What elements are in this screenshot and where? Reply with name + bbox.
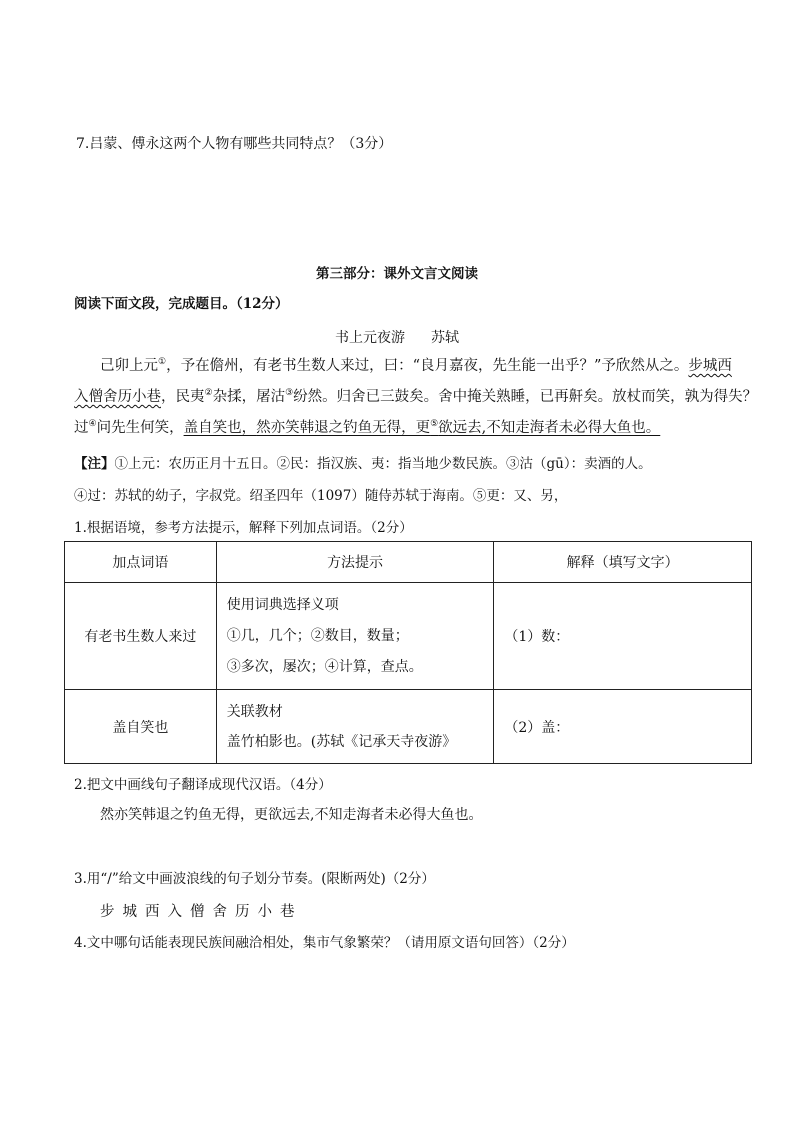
question-7: 7.吕蒙、傅永这两个人物有哪些共同特点？（3分） bbox=[76, 136, 393, 152]
underlined-text: 盖自笑也， bbox=[183, 420, 257, 436]
table-header: 方法提示 bbox=[216, 542, 494, 583]
passage-text: ，民夷 bbox=[161, 389, 205, 405]
tip-line: ③多次，屡次；④计算，查点。 bbox=[226, 658, 423, 675]
vocab-table bbox=[64, 541, 752, 764]
table-cell-tips bbox=[216, 583, 494, 690]
table-cell-tips bbox=[216, 690, 494, 764]
passage-title: 书上元夜游 bbox=[335, 330, 405, 346]
table-header: 解释（填写文字） bbox=[494, 542, 752, 583]
table-header: 加点词语 bbox=[65, 542, 217, 583]
footnote-marker: ⑤ bbox=[430, 419, 439, 430]
notes-line-2: ④过：苏轼的幼子，字叔党。绍圣四年（1097）随侍苏轼于海南。⑤更：又、另， bbox=[74, 488, 568, 504]
underlined-text: 然亦笑韩退之钓鱼无得，更 bbox=[256, 420, 431, 436]
table-header-row bbox=[65, 542, 752, 583]
wavy-underlined-text: 步城西 bbox=[688, 358, 732, 374]
notes-line-1 bbox=[74, 452, 652, 472]
passage-line-1 bbox=[100, 356, 732, 376]
underlined-text: 欲远去,不知走海者未必得大鱼也。 bbox=[438, 420, 661, 436]
translation-sentence: 然亦笑韩退之钓鱼无得，更欲远去,不知走海者未必得大鱼也。 bbox=[100, 807, 483, 823]
passage-text: 过 bbox=[74, 420, 89, 436]
table-row bbox=[65, 690, 752, 764]
passage-text: 问先生何笑， bbox=[96, 420, 184, 436]
footnote-marker: ④ bbox=[88, 419, 97, 430]
table-cell-answer[interactable]: （2）盖： bbox=[494, 690, 752, 764]
question-3: 3.用“/”给文中画波浪线的句子划分节奏。(限断两处)（2分） bbox=[74, 871, 435, 887]
table-cell-answer[interactable]: （1）数： bbox=[494, 583, 752, 690]
passage-heading bbox=[0, 327, 794, 347]
passage-line-3 bbox=[74, 418, 660, 438]
footnote-marker: ① bbox=[158, 357, 167, 368]
section-title: 第三部分：课外文言文阅读 bbox=[316, 266, 478, 282]
notes-text: ①上元：农历正月十五日。②民：指汉族、夷：指当地少数民族。③沽（gū）：卖酒的人。 bbox=[114, 456, 652, 472]
question-2: 2.把文中画线句子翻译成现代汉语。（4分） bbox=[74, 777, 332, 793]
section-instruction: 阅读下面文段，完成题目。（12分） bbox=[74, 296, 289, 312]
passage-line-2 bbox=[74, 387, 757, 407]
passage-text: 杂揉，屠沽 bbox=[212, 389, 286, 405]
question-4: 4.文中哪句话能表现民族间融洽相处，集市气象繁荣？（请用原文语句回答）（2分） bbox=[74, 935, 575, 951]
footnote-marker: ② bbox=[204, 388, 213, 399]
passage-text: ，予在儋州，有老书生数人来过，曰：“良月嘉夜，先生能一出乎？”予欣然从之。 bbox=[166, 358, 689, 374]
table-cell-word: 盖自笑也 bbox=[65, 690, 217, 764]
tip-line: 关联教材 bbox=[226, 703, 283, 720]
rhythm-sentence: 步城西入僧舍历小巷 bbox=[100, 904, 303, 920]
passage-author: 苏轼 bbox=[431, 330, 459, 346]
table-row bbox=[65, 583, 752, 690]
question-1: 1.根据语境，参考方法提示，解释下列加点词语。（2分） bbox=[74, 520, 413, 536]
wavy-underlined-text: 入僧舍历小巷 bbox=[74, 389, 161, 405]
footnote-marker: ③ bbox=[285, 388, 294, 399]
tip-line: 盖竹柏影也。(苏轼《记承天寺夜游》 bbox=[226, 733, 457, 750]
tip-line: ①几，几个；②数目，数量； bbox=[226, 627, 409, 644]
notes-label: 【注】 bbox=[74, 456, 115, 472]
passage-text: 己卯上元 bbox=[100, 358, 158, 374]
table-cell-word: 有老书生数人来过 bbox=[65, 583, 217, 690]
passage-text: 纷然。归舍已三鼓矣。舍中掩关熟睡，已再鼾矣。放杖而笑，孰为得失？ bbox=[293, 389, 758, 405]
tip-line: 使用词典选择义项 bbox=[226, 596, 339, 613]
underlined-sentence bbox=[256, 420, 660, 436]
